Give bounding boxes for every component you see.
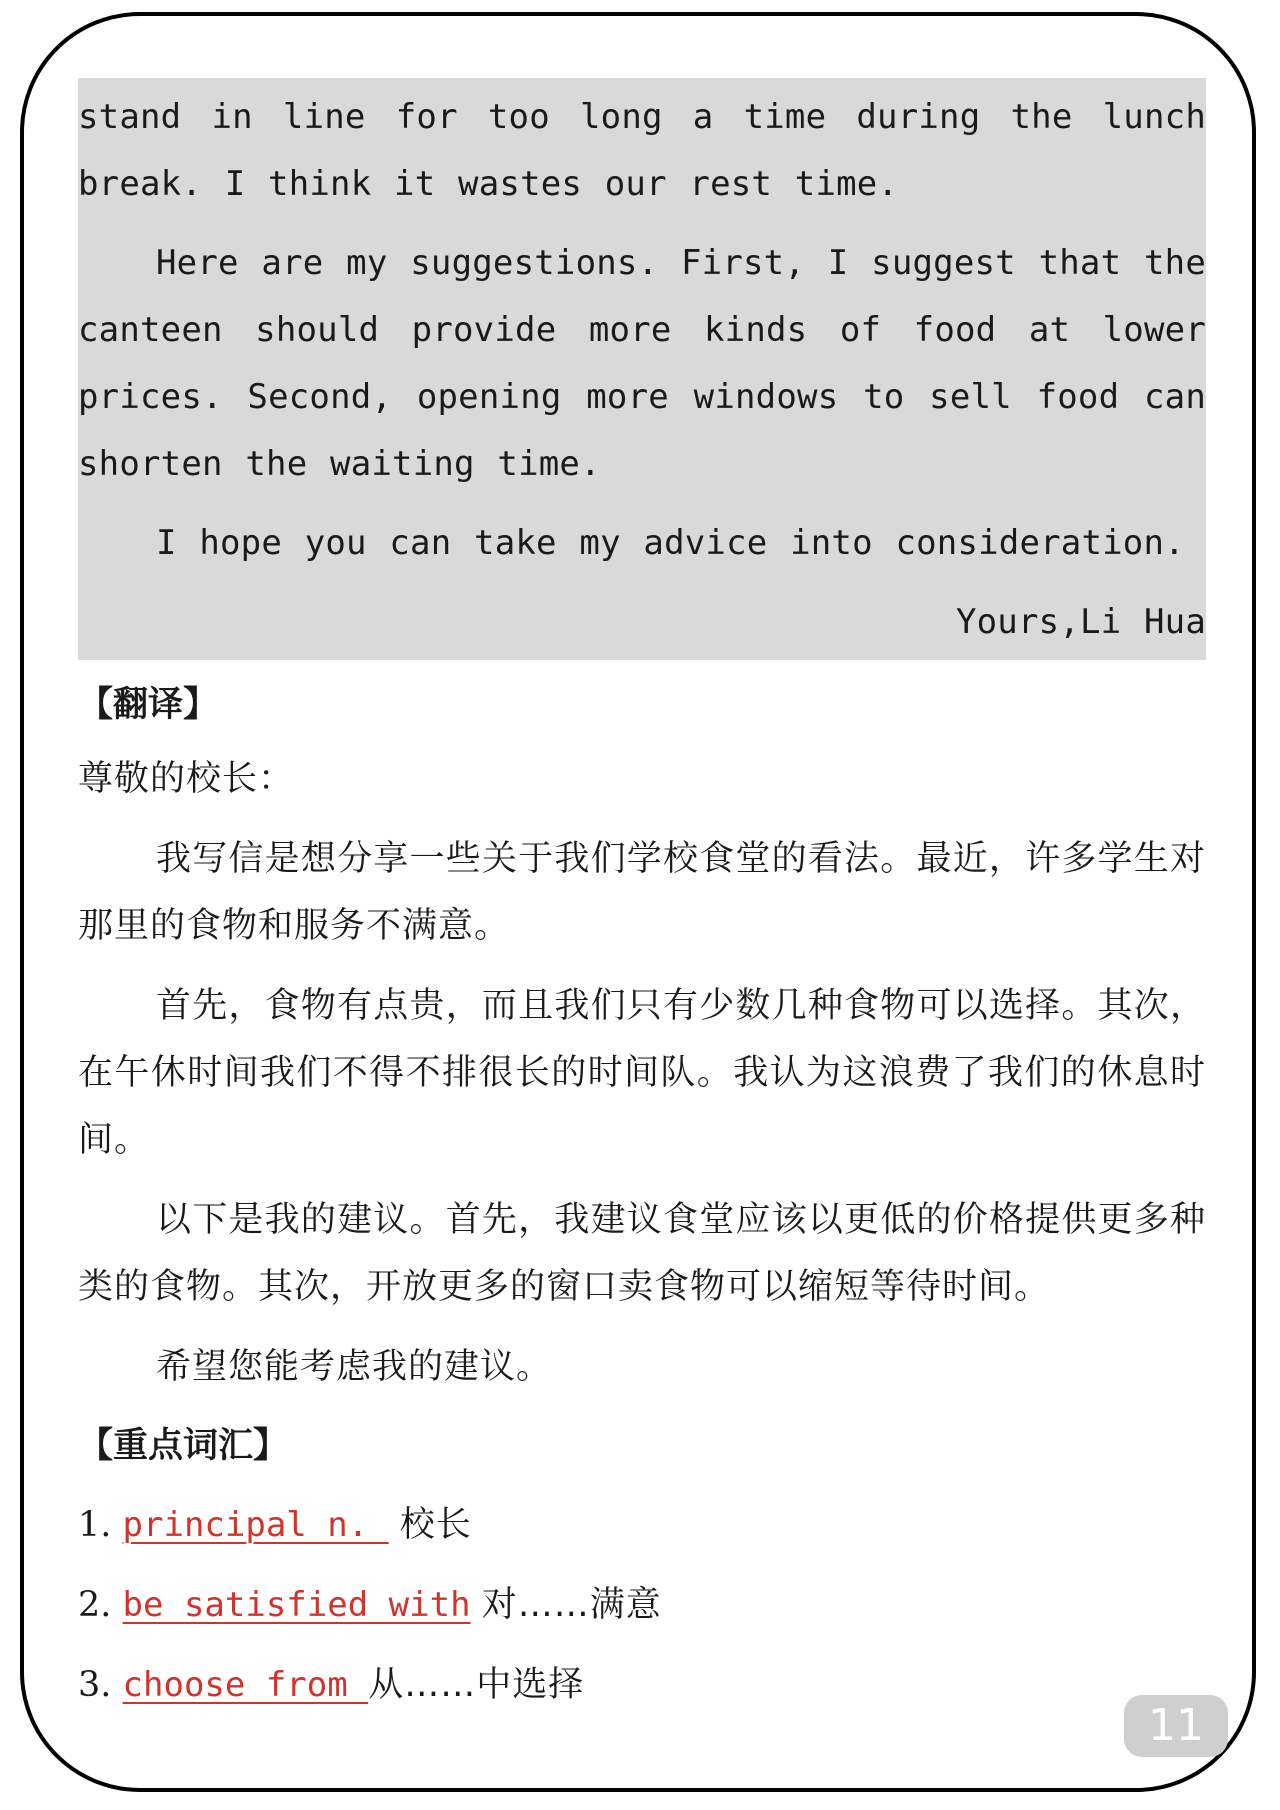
page-number-badge: 11 bbox=[1124, 1695, 1228, 1757]
english-letter-box bbox=[78, 78, 1206, 660]
vocabulary-term: be satisfied with bbox=[122, 1585, 471, 1625]
translation-heading: 【翻译】 bbox=[78, 685, 219, 725]
letter-signature: Yours,Li Hua bbox=[955, 602, 1206, 642]
vocabulary-meaning: 对……满意 bbox=[481, 1585, 662, 1625]
vocabulary-item bbox=[78, 1572, 1206, 1639]
translation-paragraph: 以下是我的建议。首先，我建议食堂应该以更低的价格提供更多种类的食物。其次，开放更多的窗口卖食物可以缩短等待时间。 bbox=[78, 1200, 1206, 1307]
vocabulary-number: 3. bbox=[78, 1665, 112, 1705]
vocabulary-item bbox=[78, 1492, 1206, 1559]
letter-paragraph-continued: stand in line for too long a time during the lunch break. I think it wastes our rest time. bbox=[78, 97, 1206, 204]
translation-salutation: 尊敬的校长： bbox=[78, 759, 295, 799]
letter-paragraph-hope: I hope you can take my advice into consideration. bbox=[156, 523, 1185, 563]
vocabulary-term: principal n. bbox=[122, 1505, 389, 1545]
translation-paragraph: 希望您能考虑我的建议。 bbox=[156, 1347, 553, 1387]
translation-paragraph: 首先，食物有点贵，而且我们只有少数几种食物可以选择。其次，在午休时间我们不得不排很长的时间队。我认为这浪费了我们的休息时间。 bbox=[78, 986, 1206, 1160]
vocabulary-number: 2. bbox=[78, 1585, 112, 1625]
vocabulary-list bbox=[78, 1492, 1206, 1719]
page-content bbox=[78, 78, 1206, 1719]
vocabulary-term: choose from bbox=[122, 1665, 369, 1705]
vocabulary-item bbox=[78, 1652, 1206, 1719]
vocabulary-heading: 【重点词汇】 bbox=[78, 1426, 289, 1466]
letter-paragraph-suggestions: Here are my suggestions. First, I suggest that the canteen should provide more kinds of food at lower prices. Second, opening more windows to sell food can shorten the waiting time. bbox=[78, 243, 1206, 484]
vocabulary-number: 1. bbox=[78, 1505, 112, 1545]
vocabulary-meaning: 校长 bbox=[399, 1505, 472, 1545]
translation-paragraph: 我写信是想分享一些关于我们学校食堂的看法。最近，许多学生对那里的食物和服务不满意。 bbox=[78, 839, 1206, 946]
vocabulary-meaning: 从……中选择 bbox=[368, 1665, 585, 1705]
